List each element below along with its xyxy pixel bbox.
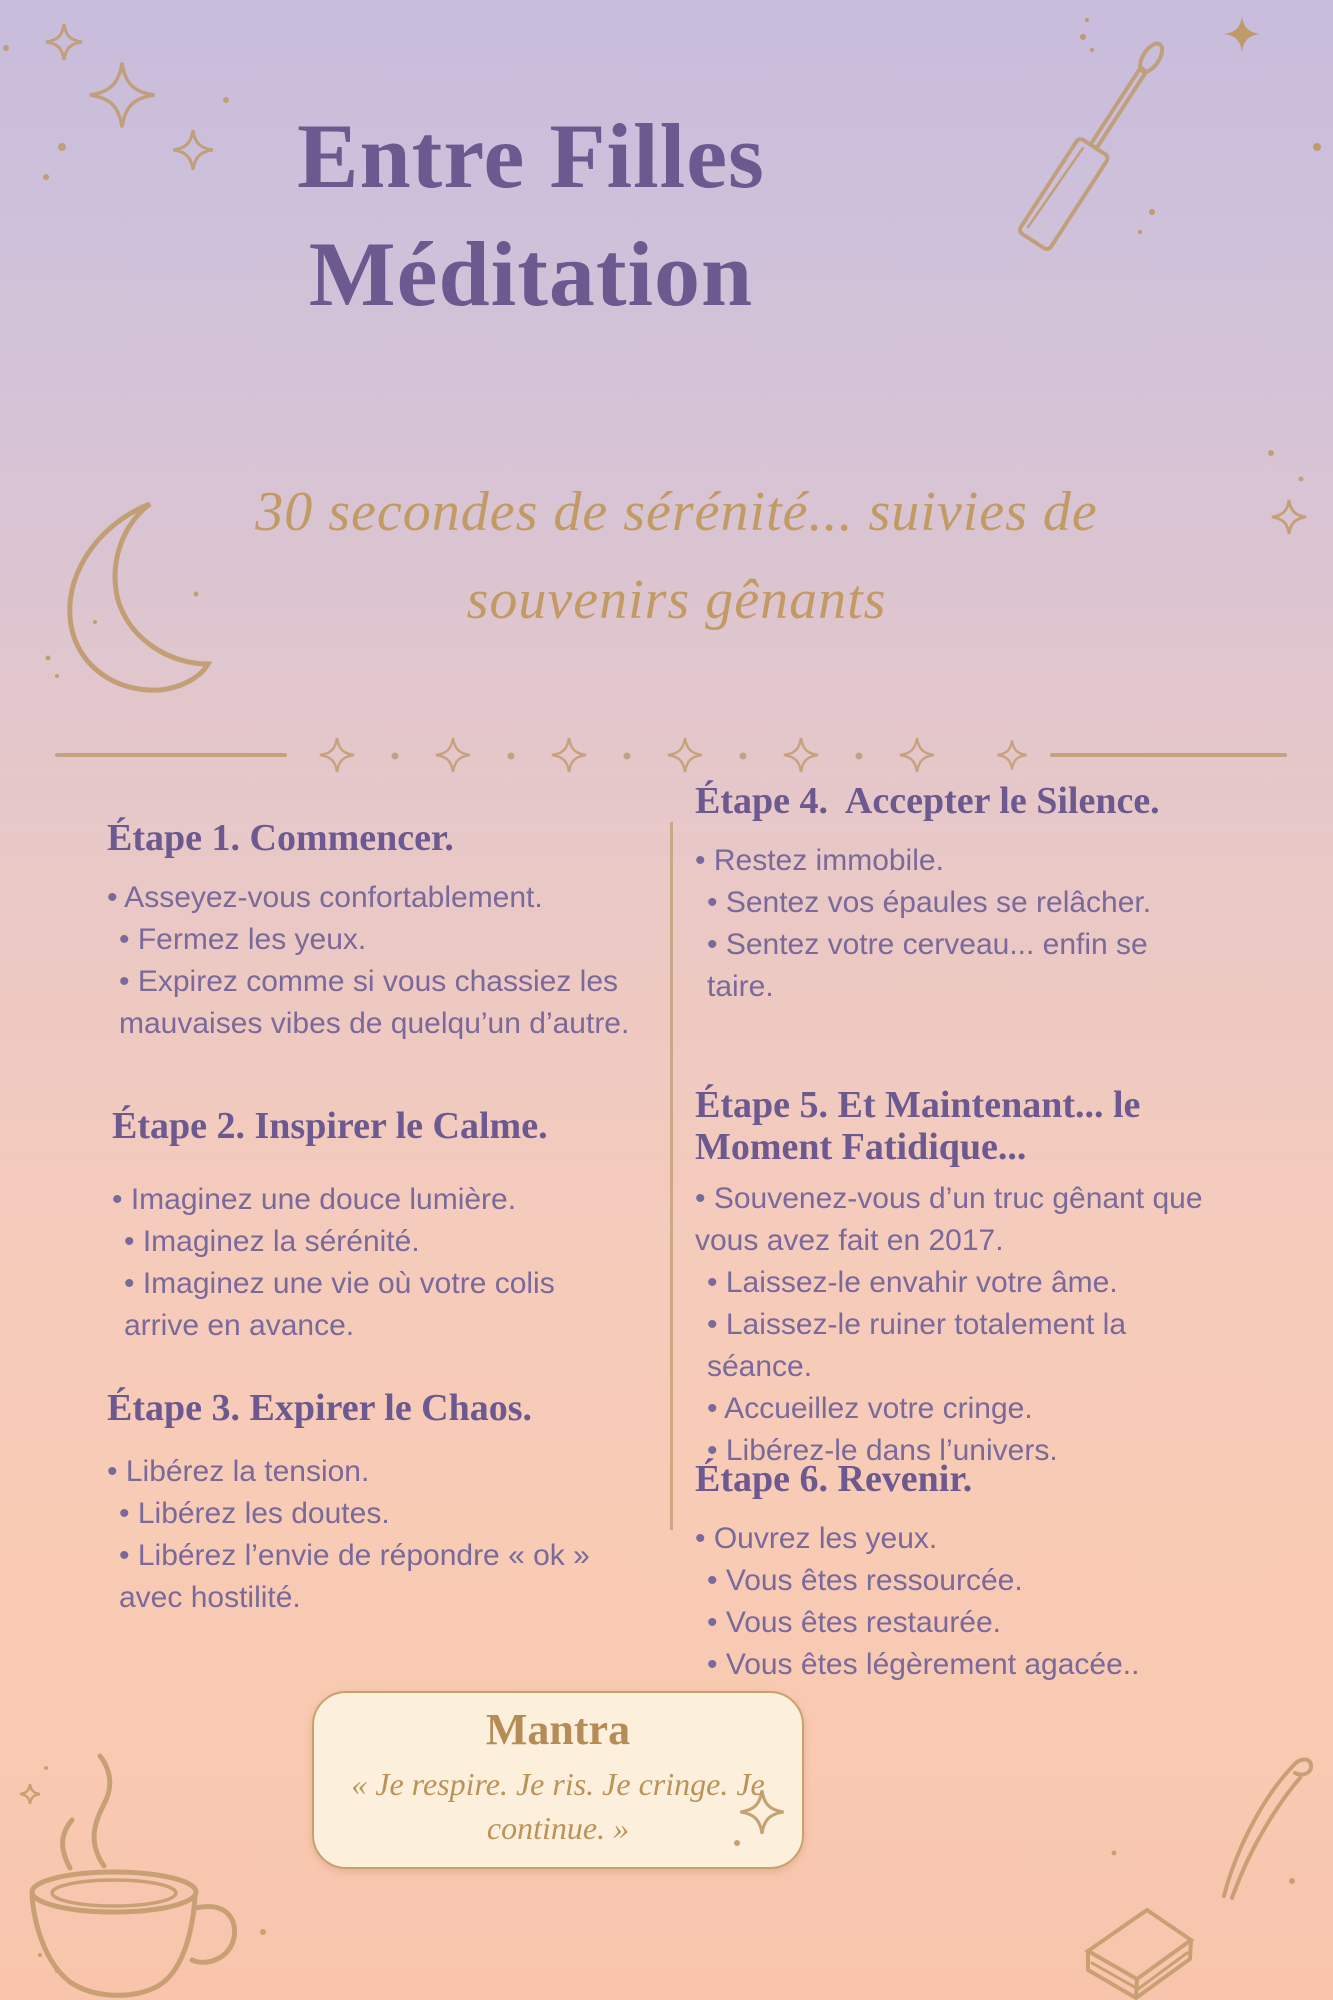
bullet-item: • Vous êtes ressourcée. <box>707 1564 1023 1598</box>
bullet-item: • Sentez votre cerveau... enfin se taire. <box>707 928 1148 1003</box>
step-4 <box>695 773 1207 1008</box>
step-3-bullets <box>107 1451 632 1619</box>
bullet-item: • Imaginez une vie où votre colis arrive en avance. <box>124 1267 555 1343</box>
step-3 <box>107 1385 632 1619</box>
sparkle-icon <box>1080 16 1321 234</box>
bullet-item: • Asseyez-vous confortablement. <box>107 881 543 915</box>
chocolate-bar-icon <box>1088 1910 1191 1998</box>
bullet-item: • Vous êtes restaurée. <box>707 1606 1002 1640</box>
bullet-item: • Expirez comme si vous chassiez les mauvaises vibes de quelqu’un d’autre. <box>119 965 630 1041</box>
bullet-item: • Libérez l’envie de répondre « ok » avec hostilité. <box>119 1539 590 1615</box>
step-6-bullets <box>695 1518 1207 1686</box>
step-3-heading: Étape 3. Expirer le Chaos. <box>107 1387 533 1429</box>
bullet-item: • Fermez les yeux. <box>119 923 367 957</box>
bullet-item: • Restez immobile. <box>695 844 944 877</box>
bullet-item: • Souvenez-vous d’un truc gênant que vous avez fait en 2017. <box>695 1181 1203 1257</box>
step-5-heading: Étape 5. Et Maintenant... le Moment Fatidique... <box>695 1084 1150 1168</box>
bullet-item: • Laissez-le envahir votre âme. <box>707 1265 1118 1299</box>
bullet-item: • Libérez les doutes. <box>119 1497 390 1531</box>
bobby-pin-icon <box>1112 1759 1312 1898</box>
bullet-item: • Imaginez une douce lumière. <box>112 1183 517 1217</box>
coffee-cup-icon <box>20 1756 266 1995</box>
sparkle-divider-icon <box>55 738 1287 772</box>
mantra-card <box>312 1691 804 1869</box>
vertical-divider-line <box>670 822 673 1530</box>
subtitle-line-2: souvenirs gênants <box>466 569 887 632</box>
step-6-heading: Étape 6. Revenir. <box>695 1458 973 1500</box>
step-2-heading: Étape 2. Inspirer le Calme. <box>112 1105 548 1147</box>
bullet-item: • Sentez vos épaules se relâcher. <box>707 886 1152 919</box>
mantra-heading: Mantra <box>485 1705 631 1754</box>
bullet-item: • Laissez-le ruiner totalement la séance. <box>707 1307 1127 1383</box>
subtitle-line-1: 30 secondes de sérénité... suivies de <box>255 481 1098 543</box>
step-2-bullets <box>112 1179 637 1347</box>
step-6 <box>695 1456 1207 1686</box>
step-1-heading: Étape 1. Commencer. <box>107 817 454 859</box>
subtitle <box>20 468 1333 645</box>
step-2 <box>112 1103 637 1347</box>
step-1 <box>107 815 632 1045</box>
bullet-item: • Libérez-le dans l’univers. <box>707 1433 1058 1467</box>
page-title <box>0 98 1062 334</box>
step-4-heading: Étape 4. Accepter le Silence. <box>695 780 1160 822</box>
step-5 <box>695 1085 1207 1472</box>
title-line-2: Méditation <box>308 222 754 325</box>
step-1-bullets <box>107 877 632 1045</box>
bullet-item: • Accueillez votre cringe. <box>707 1391 1033 1425</box>
title-line-1: Entre Filles <box>297 105 765 207</box>
step-4-bullets <box>695 840 1207 1008</box>
bullet-item: • Imaginez la sérénité. <box>124 1225 420 1259</box>
step-5-bullets <box>695 1178 1207 1472</box>
mantra-quote: « Je respire. Je ris. Je cringe. Je continue. » <box>351 1765 765 1847</box>
bullet-item: • Libérez la tension. <box>107 1455 370 1489</box>
bullet-item: • Vous êtes légèrement agacée.. <box>707 1648 1140 1682</box>
bullet-item: • Ouvrez les yeux. <box>695 1522 938 1556</box>
